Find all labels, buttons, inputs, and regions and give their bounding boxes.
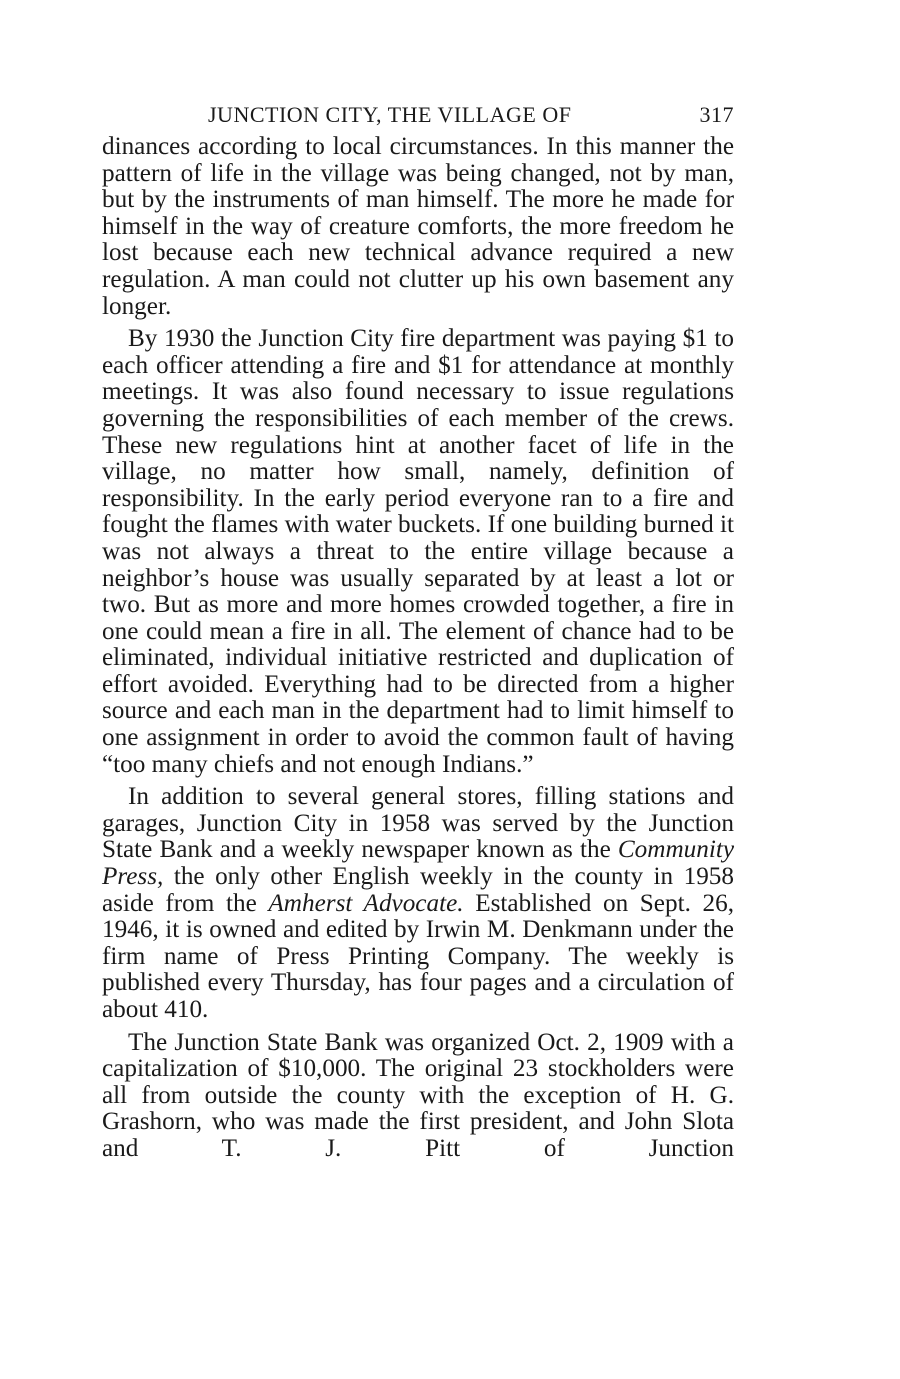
paragraph-2: [102, 326, 734, 778]
paragraph-4-text: The Junction State Bank was organized Oct. 2, 1909 with a capitalization of $10,000. The original 23 stockholders were all from outside the county with the exception of H. G. Grashorn, who was made the first president, and John Slota and T. J. Pitt of Junction: [102, 1028, 734, 1162]
paragraph-1-text: dinances according to local circumstances. In this manner the pattern of life in the village was being changed, not by man, but by the instruments of man himself. The more he made for himself in the way of creature comforts, the more freedom he lost because each new technical advance required a new regulation. A man could not clutter up his own basement any longer.: [102, 133, 734, 320]
paragraph-3-text-c: Established on Sept. 26, 1946, it is owned and edited by Irwin M. Denkmann under the firm name of Press Printing Company. The weekly is published every Thursday, has four pages and a circulation of about 410.: [102, 889, 735, 1023]
newspaper-title-amherst-advocate: Amherst Advocate.: [268, 889, 464, 917]
paragraph-3-text-a: In addition to several general stores, filling stations and garages, Junction City in 1958 was served by the Junction State Bank and a weekly newspaper known as the: [102, 783, 734, 864]
page-number: 317: [699, 102, 734, 127]
paragraph-3: [102, 784, 734, 1023]
paragraph-2-text: By 1930 the Junction City fire department was paying $1 to each officer attending a fire and $1 for attendance at monthly meetings. It was also found necessary to issue regulations governing the responsibilities of each member of the crews. These new regulations hint at another facet of life in the village, no matter how small, namely, definition of responsibility. In the early period everyone ran to a fire and fought the flames with water buckets. If one building burned it was not always a threat to the entire village because a neighbor’s house was usually separated by at least a lot or two. But as more and more homes crowded together, a fire in one could mean a fire in all. The element of chance had to be eliminated, individual initiative restricted and duplication of effort avoided. Everything had to be directed from a higher source and each man in the department had to limit himself to one assignment in order to avoid the common fault of having “too many chiefs and not enough Indians.”: [102, 325, 734, 778]
paragraph-4: [102, 1030, 734, 1163]
running-title: JUNCTION CITY, THE VILLAGE OF: [208, 102, 572, 127]
running-head: [102, 98, 734, 134]
book-page: [102, 98, 734, 1169]
paragraph-3-text-b: the only other English weekly in the county in 1958 aside from the: [102, 863, 734, 917]
body-text: [102, 134, 734, 1163]
paragraph-1: [102, 134, 734, 320]
newspaper-title-community-press: Community Press,: [102, 836, 734, 891]
